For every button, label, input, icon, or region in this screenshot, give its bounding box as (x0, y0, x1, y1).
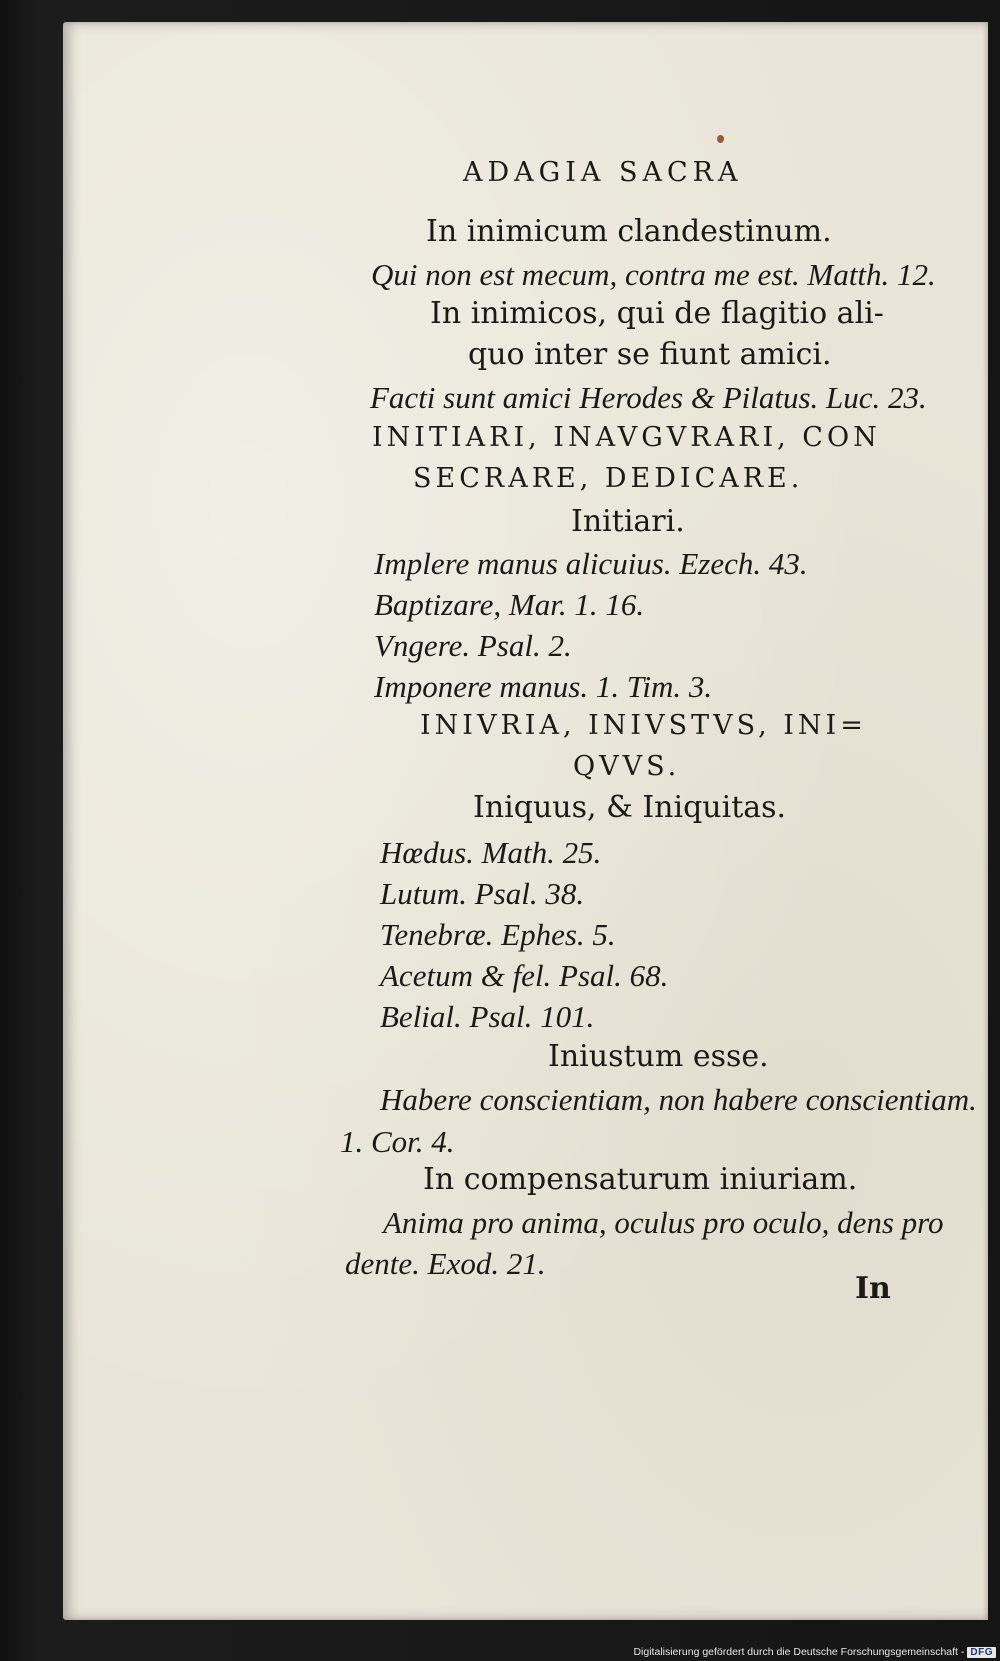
text-line-25: Anima pro anima, oculus pro oculo, dens pro (383, 1205, 944, 1240)
running-head: ADAGIA SACRA (463, 157, 743, 188)
text-line-03: In inimicos, qui de flagitio ali- (430, 296, 884, 331)
text-line-14: QVVS. (573, 751, 681, 782)
text-line-01: In inimicum clandestinum. (426, 214, 832, 249)
text-line-26: dente. Exod. 21. (345, 1246, 546, 1281)
credit-text: Digitalisierung gefördert durch die Deutsche Forschungsgemeinschaft - (633, 1646, 965, 1658)
text-line-09: Implere manus alicuius. Ezech. 43. (374, 546, 808, 581)
text-line-02: Qui non est mecum, contra me est. Matth. 12. (371, 257, 936, 292)
text-line-16: Hœdus. Math. 25. (380, 835, 602, 870)
text-line-17: Lutum. Psal. 38. (380, 876, 585, 911)
text-line-04: quo inter se fiunt amici. (468, 337, 832, 372)
catchword: In (855, 1271, 891, 1306)
text-line-21: Iniustum esse. (548, 1039, 769, 1074)
digitization-credit (633, 1646, 996, 1658)
dfg-logo-icon: DFG (967, 1647, 996, 1658)
text-line-10: Baptizare, Mar. 1. 16. (374, 587, 645, 622)
text-line-12: Imponere manus. 1. Tim. 3. (374, 669, 713, 704)
text-line-23: 1. Cor. 4. (340, 1124, 455, 1159)
text-line-11: Vngere. Psal. 2. (374, 628, 572, 663)
text-line-15: Iniquus, & Iniquitas. (473, 790, 787, 825)
text-line-19: Acetum & fel. Psal. 68. (380, 958, 669, 993)
text-line-18: Tenebræ. Ephes. 5. (380, 917, 616, 952)
text-line-22: Habere conscientiam, non habere conscientiam. (380, 1082, 977, 1117)
text-line-08: Initiari. (571, 504, 685, 539)
text-line-13: INIVRIA, INIVSTVS, INI= (420, 710, 867, 741)
text-line-20: Belial. Psal. 101. (380, 999, 595, 1034)
book-page (63, 22, 988, 1620)
text-line-05: Facti sunt amici Herodes & Pilatus. Luc. 23. (370, 380, 927, 415)
text-line-06: INITIARI, INAVGVRARI, CON (372, 422, 881, 453)
ink-spot (717, 135, 724, 143)
text-line-24: In compensaturum iniuriam. (423, 1162, 858, 1197)
text-line-07: SECRARE, DEDICARE. (413, 463, 804, 494)
